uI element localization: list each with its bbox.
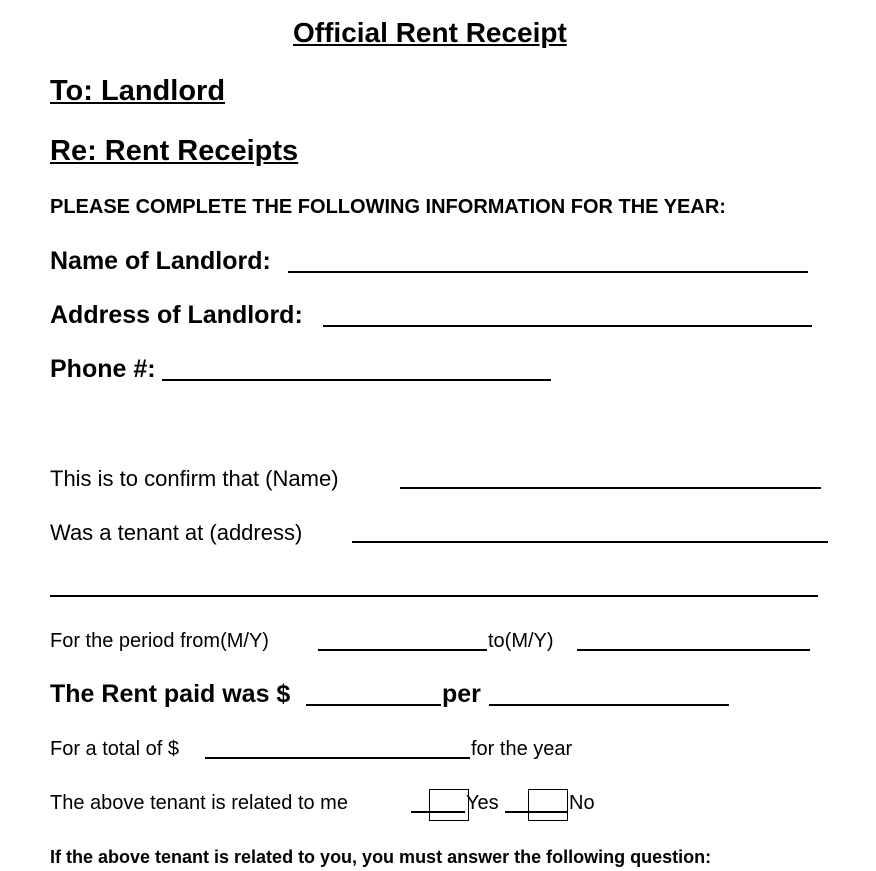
total-suffix: for the year <box>471 738 573 760</box>
to-line: To: Landlord <box>50 75 226 107</box>
tenant-address-blank[interactable] <box>352 541 828 543</box>
rent-paid-label: The Rent paid was $ <box>50 680 291 708</box>
rent-amount-blank[interactable] <box>306 704 441 706</box>
document-title: Official Rent Receipt <box>293 17 567 48</box>
rent-per-label: per <box>442 680 481 708</box>
period-to-blank[interactable] <box>577 649 810 651</box>
period-to-label: to(M/Y) <box>488 630 554 652</box>
total-label: For a total of $ <box>50 738 179 760</box>
landlord-address-blank[interactable] <box>323 325 812 327</box>
no-checkbox[interactable] <box>528 789 568 821</box>
no-label: No <box>569 792 595 814</box>
rent-period-blank[interactable] <box>489 704 729 706</box>
instruction-text: PLEASE COMPLETE THE FOLLOWING INFORMATION FOR THE YEAR: <box>50 196 726 218</box>
phone-label: Phone #: <box>50 355 156 383</box>
total-amount-blank[interactable] <box>205 757 470 759</box>
related-label: The above tenant is related to me <box>50 792 348 814</box>
landlord-name-blank[interactable] <box>288 271 808 273</box>
landlord-address-label: Address of Landlord: <box>50 301 303 329</box>
yes-label: Yes <box>466 792 499 814</box>
confirm-name-label: This is to confirm that (Name) <box>50 466 339 491</box>
tenant-address-blank-2[interactable] <box>50 595 818 597</box>
period-from-blank[interactable] <box>318 649 487 651</box>
tenant-address-label: Was a tenant at (address) <box>50 520 303 545</box>
tenant-name-blank[interactable] <box>400 487 821 489</box>
period-from-label: For the period from(M/Y) <box>50 630 269 652</box>
related-question: If the above tenant is related to you, you must answer the following question: <box>50 847 712 867</box>
landlord-name-label: Name of Landlord: <box>50 247 271 275</box>
yes-checkbox[interactable] <box>429 789 469 821</box>
phone-blank[interactable] <box>162 379 551 381</box>
re-line: Re: Rent Receipts <box>50 135 299 167</box>
